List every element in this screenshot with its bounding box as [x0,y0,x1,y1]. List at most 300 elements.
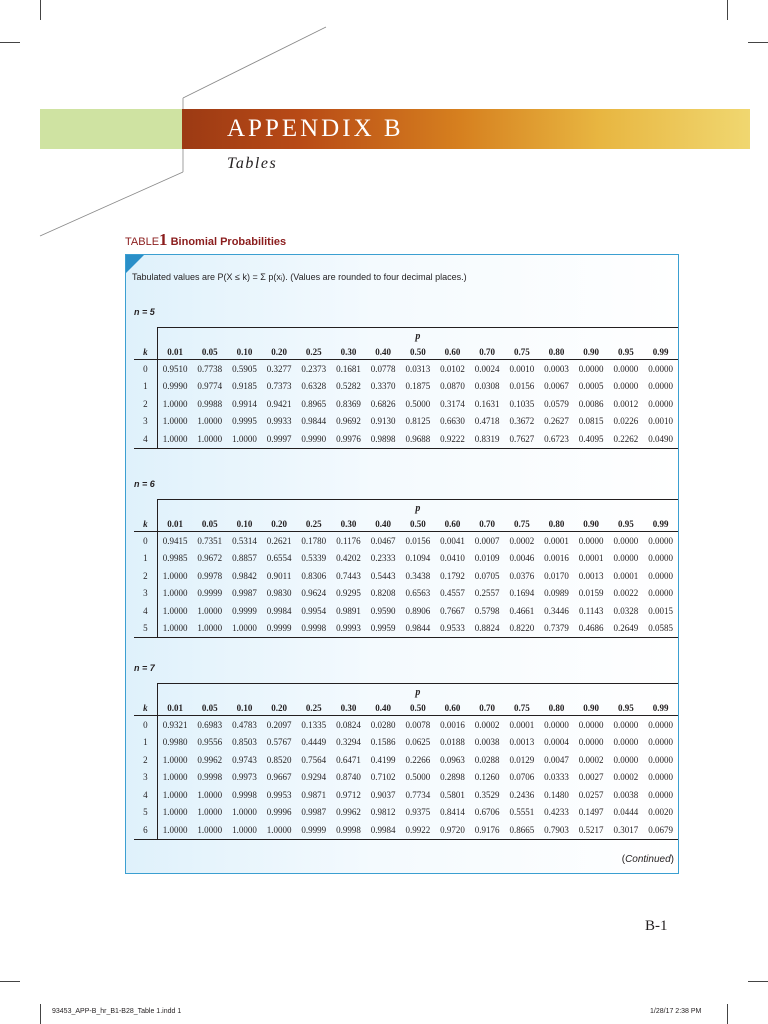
probability-cell: 0.9978 [197,570,223,581]
probability-cell: 0.9995 [232,416,257,427]
probability-cell: 0.8125 [405,416,431,427]
k-cell: 3 [134,769,157,787]
probability-cell: 0.1335 [301,719,327,730]
probability-cell: 0.0001 [578,553,604,564]
probability-cell: 0.0170 [544,570,569,581]
probability-cell: 0.0086 [578,398,604,409]
probability-cell: 0.5767 [266,737,292,748]
k-cell: 5 [134,804,157,822]
probability-cell: 0.9987 [232,588,257,599]
probability-cell: 0.3672 [509,416,535,427]
probability-cell: 0.9984 [366,821,401,839]
p-column-header: 0.40 [366,700,401,716]
probability-cell: 0.7373 [266,381,292,392]
probability-cell: 0.9510 [162,363,188,374]
probability-cell: 0.4783 [232,719,257,730]
probability-cell: 0.1586 [370,737,396,748]
crop-mark [0,981,20,982]
probability-cell: 0.9990 [296,430,331,448]
probability-cell: 0.0159 [578,588,604,599]
probability-cell: 0.9988 [197,398,223,409]
probability-cell: 0.9999 [262,620,297,638]
p-column-header: 0.05 [192,344,227,360]
p-column-header: 0.95 [609,344,644,360]
probability-cell: 0.9590 [370,605,396,616]
p-column-header: 0.90 [574,516,609,532]
table-row [134,804,678,822]
p-column-header: 0.99 [643,700,678,716]
probability-cell: 0.0001 [509,719,535,730]
probability-cell: 1.0000 [162,789,188,800]
p-column-header: 0.60 [435,516,470,532]
probability-cell: 0.9984 [266,605,292,616]
p-column-header: 0.05 [192,516,227,532]
p-column-header: 0.60 [435,344,470,360]
probability-cell: 0.5443 [370,570,396,581]
probability-cell: 0.0024 [474,363,500,374]
probability-cell: 0.0046 [509,553,535,564]
probability-cell: 0.5339 [301,553,327,564]
probability-cell: 0.5905 [232,363,257,374]
probability-cell: 0.0467 [370,535,396,546]
probability-cell: 0.8665 [505,821,540,839]
table-name: Binomial Probabilities [170,236,287,248]
p-column-header: 0.25 [296,516,331,532]
probability-cell: 0.0016 [544,553,569,564]
n-label: n = 7 [134,663,155,673]
probability-cell: 0.6554 [266,553,292,564]
probability-cell: 0.0870 [440,381,465,392]
probability-cell: 0.9667 [266,772,292,783]
probability-cell: 0.7379 [539,620,574,638]
probability-cell: 0.0824 [336,719,361,730]
probability-cell: 0.0078 [405,719,431,730]
p-column-header: 0.50 [400,700,435,716]
probability-cell: 0.0313 [405,363,431,374]
probability-cell: 0.0410 [440,553,465,564]
probability-cell: 0.9962 [197,754,223,765]
probability-cell: 0.0007 [474,535,500,546]
probability-cell: 0.4686 [574,620,609,638]
p-column-header: 0.80 [539,516,574,532]
probability-cell: 0.0000 [578,737,604,748]
k-cell: 1 [134,550,157,568]
k-cell: 1 [134,378,157,396]
probability-cell: 0.0188 [440,737,465,748]
probability-cell: 0.8906 [405,605,431,616]
probability-cell: 0.6563 [405,588,431,599]
table-row [134,430,678,448]
probability-cell: 0.1260 [474,772,500,783]
appendix-subtitle: Tables [227,155,278,172]
p-column-header: 0.50 [400,344,435,360]
probability-cell: 0.9037 [370,789,396,800]
table-row [134,567,678,585]
probability-cell: 0.9294 [301,772,327,783]
table-row [134,734,678,752]
probability-cell: 1.0000 [192,430,227,448]
probability-cell: 0.3017 [609,821,644,839]
p-column-header: 0.01 [157,344,192,360]
probability-cell: 0.9933 [266,416,292,427]
probability-cell: 0.3174 [440,398,465,409]
probability-cell: 0.1631 [474,398,500,409]
probability-cell: 0.0038 [474,737,500,748]
probability-cell: 0.0000 [613,381,639,392]
p-column-header: 0.70 [470,700,505,716]
probability-cell: 0.0579 [544,398,569,409]
probability-cell: 0.0010 [509,363,535,374]
probability-cell: 0.9415 [162,535,188,546]
probability-cell: 0.0000 [578,719,604,730]
date-slug: 1/28/17 2:38 PM [650,1008,702,1015]
probability-cell: 0.2557 [474,588,500,599]
p-column-header: 0.25 [296,700,331,716]
table-row [134,550,678,568]
probability-cell: 0.9999 [232,605,257,616]
p-header: p [157,684,678,701]
probability-cell: 1.0000 [227,620,262,638]
continued-text: Continued [625,854,671,865]
probability-cell: 0.9688 [400,430,435,448]
probability-cell: 0.2649 [609,620,644,638]
probability-cell: 0.0226 [613,416,639,427]
probability-cell: 0.3370 [370,381,396,392]
probability-cell: 0.9222 [435,430,470,448]
probability-cell: 0.9999 [197,588,223,599]
probability-cell: 0.9962 [336,807,361,818]
table-row [134,751,678,769]
probability-cell: 0.6328 [301,381,327,392]
p-header: p [157,328,678,345]
probability-cell: 1.0000 [227,430,262,448]
probability-cell: 0.0013 [509,737,535,748]
probability-cell: 0.9985 [162,553,188,564]
table-row [134,821,678,839]
p-column-header: 0.75 [505,516,540,532]
probability-cell: 0.0333 [544,772,569,783]
k-cell: 2 [134,751,157,769]
table-note: Tabulated values are P(X ≤ k) = Σ p(xᵢ). (Values are rounded to four decimal places.) [132,272,467,282]
probability-cell: 0.8740 [336,772,361,783]
probability-cell: 0.9672 [197,553,223,564]
p-column-header: 0.40 [366,344,401,360]
probability-cell: 0.0012 [613,398,639,409]
probability-cell: 0.6630 [440,416,465,427]
probability-cell: 0.9842 [232,570,257,581]
probability-cell: 0.0016 [440,719,465,730]
probability-cell: 1.0000 [197,807,223,818]
probability-cell: 0.6706 [474,807,500,818]
probability-cell: 0.9987 [301,807,327,818]
k-cell: 2 [134,395,157,413]
probability-cell: 0.0156 [509,381,535,392]
probability-cell: 0.5000 [405,772,431,783]
probability-cell: 0.7564 [301,754,327,765]
p-column-header: 0.05 [192,700,227,716]
probability-cell: 0.1143 [578,605,604,616]
probability-cell: 1.0000 [192,620,227,638]
probability-cell: 0.0067 [544,381,569,392]
probability-cell: 0.5282 [336,381,361,392]
crop-mark [748,981,768,982]
k-header: k [134,344,157,360]
probability-cell: 0.1497 [578,807,604,818]
probability-cell: 0.8306 [301,570,327,581]
probability-cell: 0.4202 [336,553,361,564]
probability-cell: 0.0000 [648,737,673,748]
probability-cell: 0.3446 [544,605,569,616]
probability-cell: 0.0376 [509,570,535,581]
probability-cell: 0.2436 [509,789,535,800]
probability-cell: 0.0308 [474,381,500,392]
p-column-header: 0.70 [470,516,505,532]
probability-cell: 0.9973 [232,772,257,783]
table-row [134,716,678,734]
probability-cell: 0.7443 [336,570,361,581]
k-cell: 0 [134,360,157,378]
k-cell: 5 [134,620,157,638]
binomial-table [134,499,678,638]
probability-cell: 0.9743 [232,754,257,765]
probability-cell: 0.8520 [266,754,292,765]
probability-cell: 1.0000 [162,416,188,427]
probability-cell: 0.0000 [613,553,639,564]
probability-cell: 0.1094 [405,553,431,564]
probability-cell: 0.9556 [197,737,223,748]
probability-cell: 0.5000 [405,398,431,409]
probability-cell: 0.7102 [370,772,396,783]
p-column-header: 0.10 [227,516,262,532]
p-column-header: 0.10 [227,700,262,716]
probability-cell: 0.9130 [370,416,396,427]
probability-cell: 0.0288 [474,754,500,765]
probability-cell: 0.0000 [648,588,673,599]
probability-cell: 0.9844 [301,416,327,427]
probability-cell: 0.1176 [336,535,361,546]
probability-cell: 0.9321 [162,719,188,730]
probability-cell: 0.0706 [509,772,535,783]
p-column-header: 0.20 [262,344,297,360]
n-label: n = 6 [134,479,155,489]
p-column-header: 0.01 [157,700,192,716]
probability-cell: 0.2373 [301,363,327,374]
probability-cell: 0.0000 [648,535,673,546]
probability-cell: 0.9720 [435,821,470,839]
p-column-header: 0.80 [539,344,574,360]
probability-cell: 0.9993 [331,620,366,638]
probability-cell: 0.1875 [405,381,431,392]
probability-cell: 0.6471 [336,754,361,765]
probability-cell: 0.0013 [578,570,604,581]
probability-cell: 0.4199 [370,754,396,765]
page-number: B-1 [645,918,668,934]
probability-cell: 0.0000 [544,719,569,730]
probability-cell: 0.0963 [440,754,465,765]
table-number: 1 [159,230,168,249]
crop-mark [40,1004,41,1024]
table-row [134,360,678,378]
k-cell: 1 [134,734,157,752]
probability-cell: 0.0002 [474,719,500,730]
table-row [134,532,678,550]
probability-cell: 0.0000 [648,754,673,765]
probability-cell: 0.9898 [366,430,401,448]
probability-cell: 0.0000 [613,737,639,748]
probability-cell: 1.0000 [162,570,188,581]
probability-cell: 0.9914 [232,398,257,409]
p-column-header: 0.90 [574,344,609,360]
probability-cell: 0.0000 [648,398,673,409]
table-row [134,413,678,431]
probability-cell: 0.9830 [266,588,292,599]
probability-cell: 0.0156 [405,535,431,546]
probability-cell: 0.0129 [509,754,535,765]
probability-cell: 0.4661 [509,605,535,616]
probability-cell: 0.2262 [609,430,644,448]
p-column-header: 0.20 [262,516,297,532]
probability-cell: 0.9533 [435,620,470,638]
probability-cell: 0.0989 [544,588,569,599]
probability-cell: 0.5314 [232,535,257,546]
p-column-header: 0.99 [643,344,678,360]
k-cell: 4 [134,602,157,620]
probability-cell: 0.1480 [544,789,569,800]
probability-cell: 0.8857 [232,553,257,564]
probability-cell: 0.0000 [613,535,639,546]
probability-cell: 1.0000 [197,416,223,427]
probability-cell: 0.9295 [336,588,361,599]
probability-cell: 0.9990 [162,381,188,392]
probability-cell: 0.4233 [544,807,569,818]
probability-cell: 0.0000 [613,754,639,765]
k-cell: 0 [134,716,157,734]
probability-cell: 0.4557 [440,588,465,599]
probability-cell: 0.8414 [440,807,465,818]
probability-cell: 0.7351 [197,535,223,546]
probability-cell: 0.1780 [301,535,327,546]
table-row [134,378,678,396]
probability-cell: 0.5551 [509,807,535,818]
probability-cell: 1.0000 [162,772,188,783]
probability-cell: 0.7627 [505,430,540,448]
k-cell: 4 [134,786,157,804]
probability-cell: 1.0000 [157,620,192,638]
probability-cell: 0.0000 [648,719,673,730]
probability-cell: 0.9998 [232,789,257,800]
probability-cell: 0.6826 [370,398,396,409]
probability-cell: 0.0020 [648,807,673,818]
probability-cell: 0.9998 [197,772,223,783]
k-cell: 2 [134,567,157,585]
probability-cell: 0.9996 [266,807,292,818]
probability-cell: 0.9999 [296,821,331,839]
probability-cell: 1.0000 [162,807,188,818]
probability-cell: 0.5798 [474,605,500,616]
probability-cell: 0.9959 [366,620,401,638]
table-row [134,769,678,787]
probability-cell: 0.2333 [370,553,396,564]
p-column-header: 0.10 [227,344,262,360]
p-column-header: 0.90 [574,700,609,716]
corner-triangle [126,255,144,273]
probability-cell: 0.0038 [613,789,639,800]
binomial-table [134,683,678,840]
probability-cell: 0.0625 [405,737,431,748]
k-cell: 3 [134,585,157,603]
binomial-table [134,327,678,449]
probability-cell: 0.2898 [440,772,465,783]
table-panel [125,254,679,874]
probability-cell: 0.9712 [336,789,361,800]
probability-cell: 0.0000 [578,535,604,546]
appendix-title: APPENDIX B [227,115,404,142]
table-title [125,230,286,250]
probability-cell: 0.7667 [440,605,465,616]
probability-cell: 0.0000 [648,570,673,581]
p-column-header: 0.30 [331,344,366,360]
probability-cell: 0.0490 [643,430,678,448]
k-cell: 6 [134,821,157,839]
probability-cell: 0.9891 [336,605,361,616]
probability-cell: 0.3294 [336,737,361,748]
probability-cell: 0.0047 [544,754,569,765]
probability-cell: 0.9692 [336,416,361,427]
p-column-header: 0.99 [643,516,678,532]
probability-cell: 0.9976 [331,430,366,448]
probability-cell: 0.4718 [474,416,500,427]
probability-cell: 0.9375 [405,807,431,818]
table-row [134,620,678,638]
probability-cell: 0.9922 [400,821,435,839]
probability-cell: 0.0000 [613,363,639,374]
probability-cell: 0.0000 [648,363,673,374]
n-label: n = 5 [134,307,155,317]
p-column-header: 0.60 [435,700,470,716]
probability-cell: 0.0000 [613,719,639,730]
k-header: k [134,700,157,716]
k-cell: 0 [134,532,157,550]
probability-cell: 1.0000 [197,605,223,616]
probability-cell: 0.0257 [578,789,604,800]
probability-cell: 0.2621 [266,535,292,546]
probability-cell: 0.9997 [262,430,297,448]
p-column-header: 0.20 [262,700,297,716]
probability-cell: 1.0000 [227,821,262,839]
p-column-header: 0.95 [609,700,644,716]
probability-cell: 0.1694 [509,588,535,599]
p-column-header: 0.40 [366,516,401,532]
probability-cell: 0.3277 [266,363,292,374]
probability-cell: 0.7738 [197,363,223,374]
probability-cell: 0.2627 [544,416,569,427]
probability-cell: 0.0010 [648,416,673,427]
probability-cell: 0.0022 [613,588,639,599]
probability-cell: 0.1681 [336,363,361,374]
probability-cell: 0.0778 [370,363,396,374]
probability-cell: 0.8965 [301,398,327,409]
probability-cell: 0.0005 [578,381,604,392]
probability-cell: 0.0015 [648,605,673,616]
table-row [134,786,678,804]
probability-cell: 0.0003 [544,363,569,374]
continued-label: (Continued) [621,854,674,865]
probability-cell: 0.8503 [232,737,257,748]
probability-cell: 0.9980 [162,737,188,748]
p-column-header: 0.01 [157,516,192,532]
probability-cell: 0.5217 [574,821,609,839]
p-header: p [157,500,678,517]
